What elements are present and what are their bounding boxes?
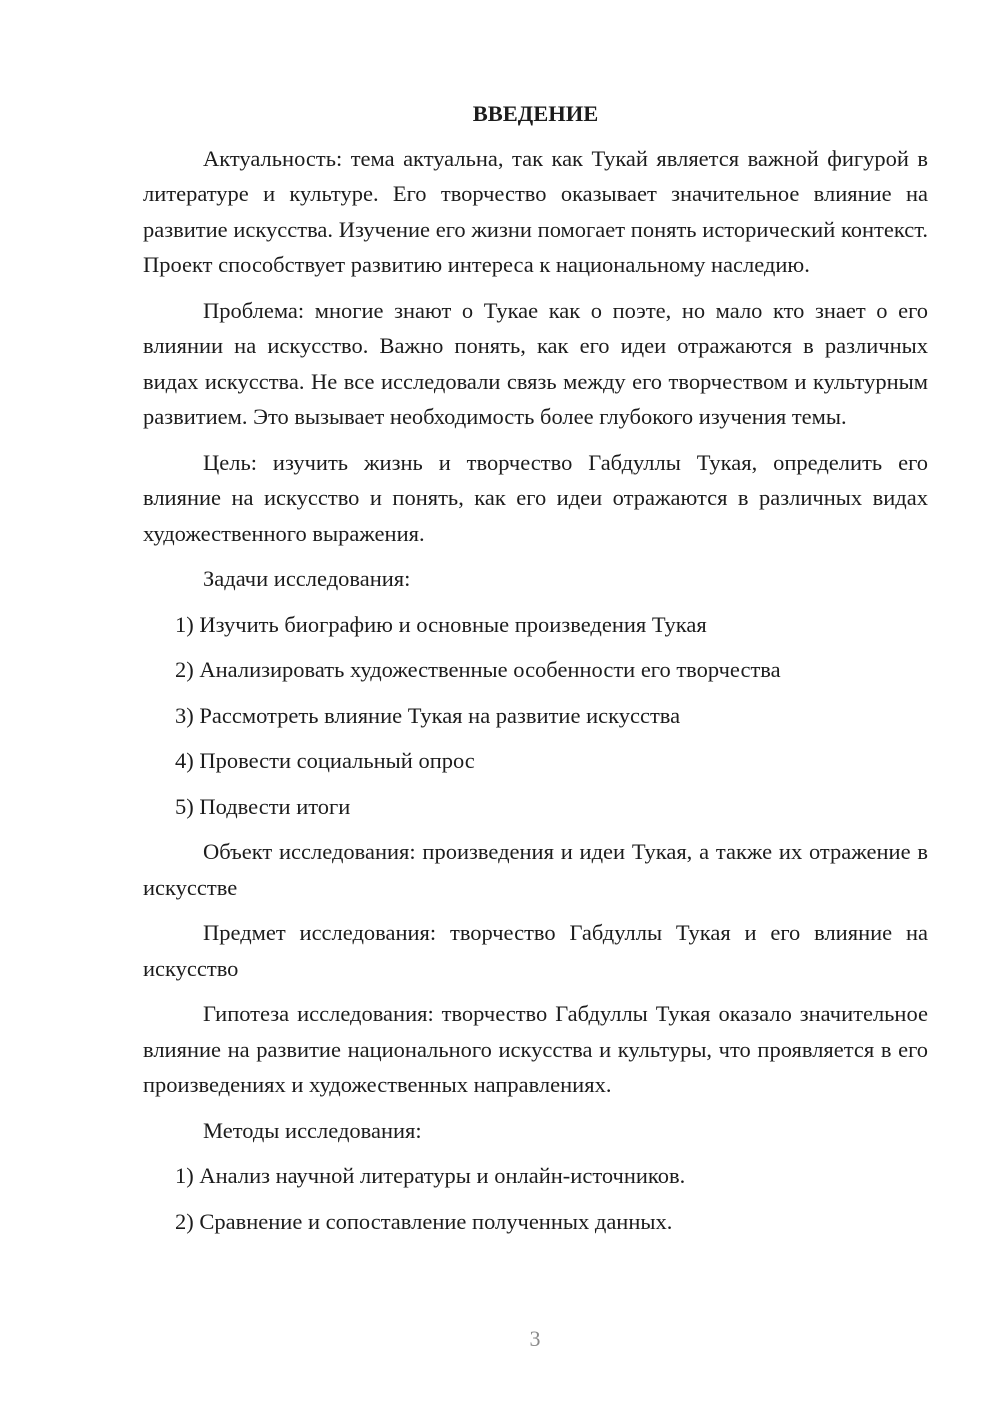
methods-heading: Методы исследования: <box>203 1117 422 1143</box>
list-item: 3) Рассмотреть влияние Тукая на развитие искусства <box>175 702 681 728</box>
list-item: 2) Анализировать художественные особенности его творчества <box>175 657 781 682</box>
object-paragraph: Объект исследования: произведения и идеи Тукая, а также их отражение в искусстве <box>143 839 928 900</box>
hypothesis-paragraph: Гипотеза исследования: творчество Габдуллы Тукая оказало значительное влияние на развитие национального искусства и культуры, что проявляется в его произведениях и художественных направлениях. <box>143 1001 928 1097</box>
list-item: 1) Изучить биографию и основные произведения Тукая <box>175 611 707 637</box>
list-item: 2) Сравнение и сопоставление полученных данных. <box>175 1208 673 1234</box>
problem-paragraph: Проблема: многие знают о Тукае как о поэте, но мало кто знает о его влиянии на искусство. Важно понять, как его идеи отражаются в различных видах искусства. Не все исследовали связь между его творчеством и культурным развитием. Это вызывает необходимость более глубокого изучения темы. <box>143 297 928 429</box>
section-title: ВВЕДЕНИЕ <box>472 101 599 126</box>
list-item: 5) Подвести итоги <box>175 793 351 819</box>
tasks-heading: Задачи исследования: <box>203 566 411 591</box>
goal-paragraph: Цель: изучить жизнь и творчество Габдуллы Тукая, определить его влияние на искусство и понять, как его идеи отражаются в различных видах художественного выражения. <box>143 449 928 546</box>
page-number: 3 <box>529 1326 541 1351</box>
list-item: 4) Провести социальный опрос <box>175 748 475 773</box>
tasks-list <box>143 607 928 825</box>
relevance-paragraph: Актуальность: тема актуальна, так как Тукай является важной фигурой в литературе и культуре. Его творчество оказывает значительное влияние на развитие искусства. Изучение его жизни помогает понять исторический контекст. Проект способствует развитию интереса к национальному наследию. <box>143 145 928 277</box>
methods-list <box>143 1158 928 1239</box>
subject-paragraph: Предмет исследования: творчество Габдуллы Тукая и его влияние на искусство <box>143 920 928 981</box>
list-item: 1) Анализ научной литературы и онлайн-источников. <box>175 1163 686 1188</box>
document-page <box>143 96 928 1249</box>
